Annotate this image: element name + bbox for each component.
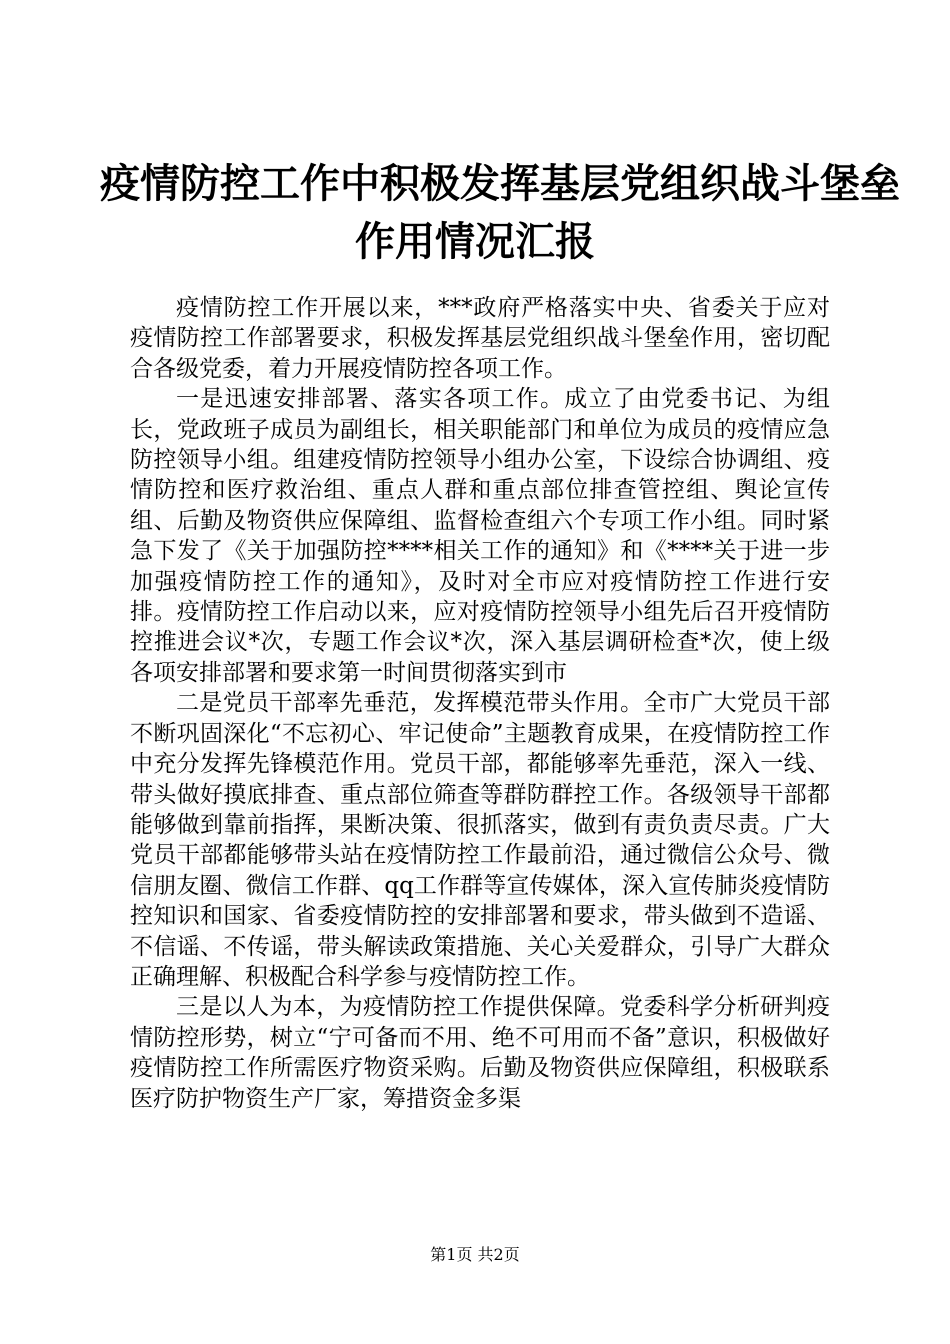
paragraph-intro: 疫情防控工作开展以来，***政府严格落实中央、省委关于应对疫情防控工作部署要求，积极发挥基层党组织战斗堡垒作用，密切配合各级党委，着力开展疫情防控各项工作。 <box>130 295 830 382</box>
document-title-line-1: 疫情防控工作中积极发挥基层党组织战斗堡垒 <box>100 160 900 207</box>
document-body <box>130 293 830 1114</box>
paragraph-three: 三是以人为本，为疫情防控工作提供保障。党委科学分析研判疫情防控形势，树立“宁可备而不用、绝不可用而不备”意识，积极做好疫情防控工作所需医疗物资采购。后勤及物资供应保障组，积极联系医疗防护物资生产厂家，筹措资金多渠 <box>130 994 830 1112</box>
paragraph-two: 二是党员干部率先垂范，发挥模范带头作用。全市广大党员干部不断巩固深化“不忘初心、牢记使命”主题教育成果，在疫情防控工作中充分发挥先锋模范作用。党员干部，都能够率先垂范，深入一线、带头做好摸底排查、重点部位筛查等群防群控工作。各级领导干部都能够做到靠前指挥，果断决策、很抓落实，做到有责负责尽责。广大党员干部都能够带头站在疫情防控工作最前沿，通过微信公众号、微信朋友圈、微信工作群、qq工作群等宣传媒体，深入宣传肺炎疫情防控知识和国家、省委疫情防控的安排部署和要求，带头做到不造谣、不信谣、不传谣，带头解读政策措施、关心关爱群众，引导广大群众正确理解、积极配合科学参与疫情防控工作。 <box>130 690 830 990</box>
page-footer: 第1页 共2页 <box>430 1245 520 1264</box>
document-title-line-2: 作用情况汇报 <box>355 218 595 265</box>
paragraph-one: 一是迅速安排部署、落实各项工作。成立了由党委书记、为组长，党政班子成员为副组长，相关职能部门和单位为成员的疫情应急防控领导小组。组建疫情防控领导小组办公室，下设综合协调组、疫情防控和医疗救治组、重点人群和重点部位排查管控组、舆论宣传组、后勤及物资供应保障组、监督检查组六个专项工作小组。同时紧急下发了《关于加强防控****相关工作的通知》和《****关于进一步加强疫情防控工作的通知》，及时对全市应对疫情防控工作进行安排。疫情防控工作启动以来，应对疫情防控领导小组先后召开疫情防控推进会议*次，专题工作会议*次，深入基层调研检查*次，使上级各项安排部署和要求第一时间贯彻落实到市 <box>130 386 830 686</box>
